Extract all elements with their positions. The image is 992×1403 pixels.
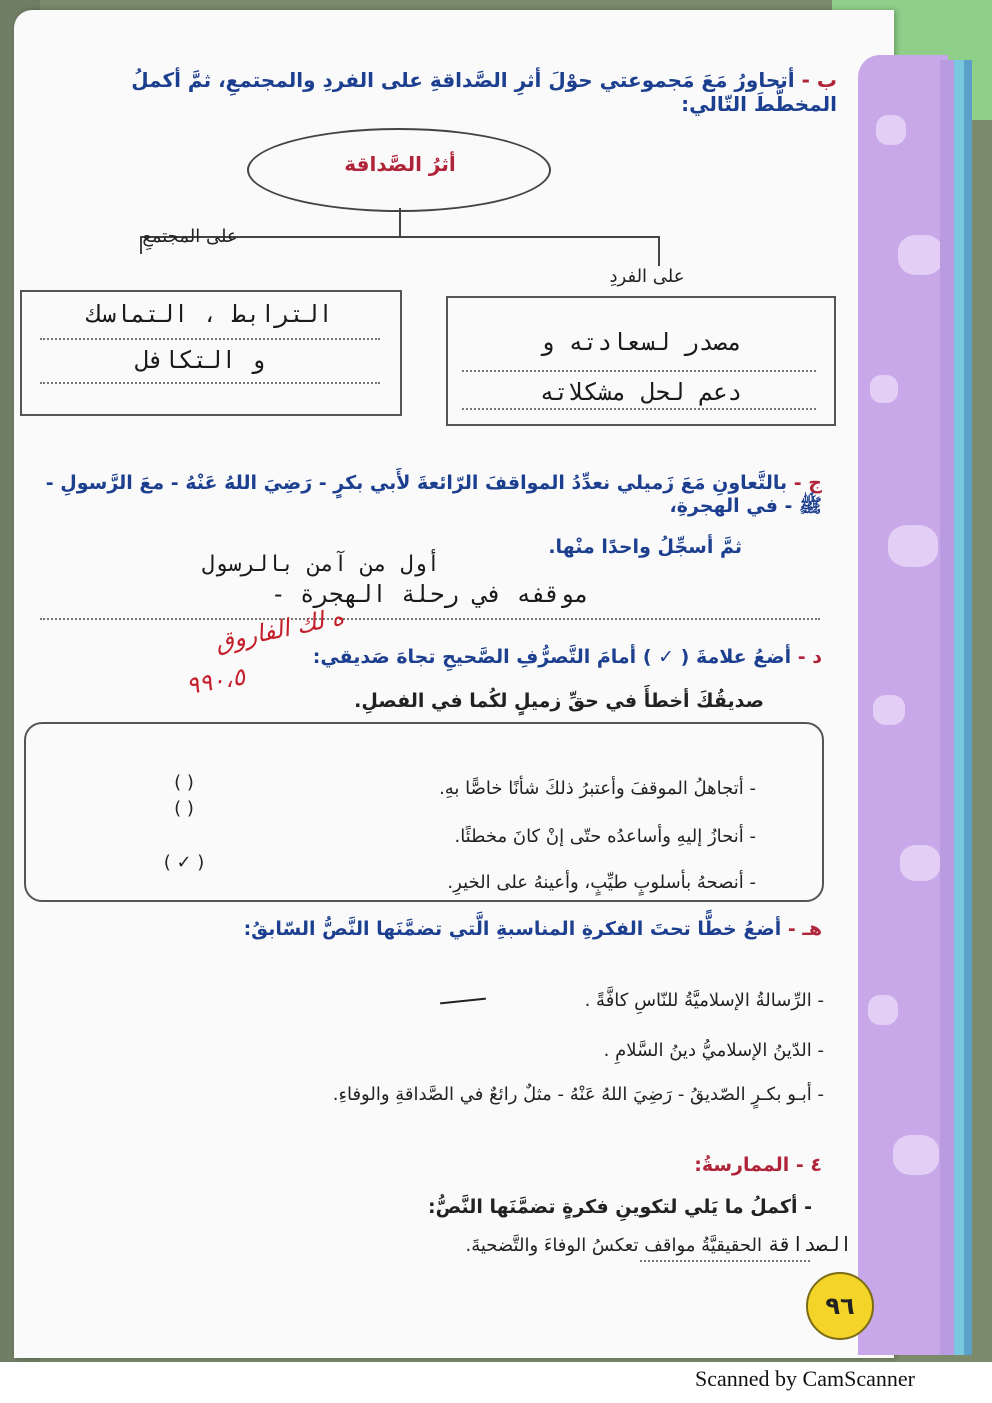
section-b-instruction — [57, 68, 837, 116]
diagram-stem-line — [399, 208, 401, 236]
section-d-scenario: صديقُكَ أخطأَ في حقِّ زميلٍ لكُما في الفصلِ. — [354, 690, 764, 712]
diagram-right-line — [658, 236, 660, 266]
right-box-line-2 — [462, 408, 816, 410]
diagram-left-label: على المجتمعِ — [142, 226, 238, 247]
section-h-prefix: هـ - — [787, 918, 822, 940]
section-4-instruction: - أكملُ ما يَلي لتكوينِ فكرةٍ تضمَّنَها النَّصُّ: — [427, 1196, 812, 1218]
diagram-center-label: أثرُ الصَّداقة — [344, 152, 456, 176]
page-edge-blue — [954, 60, 964, 1355]
section-h-item-2: - الدّينُ الإسلاميُّ دينُ السَّلامِ . — [603, 1040, 824, 1061]
section-d-text: أضعُ علامةَ ( ✓ ) أمامَ التَّصرُّفِ الصَّحيحِ تجاهَ صَديقي: — [312, 646, 792, 668]
purple-side-decoration — [858, 55, 948, 1355]
option-1-text: - أتجاهلُ الموقفَ وأعتبرُ ذلكَ شأنًا خاصًّا بهِ. — [439, 778, 756, 799]
section-4-title-text: الممارسةُ: — [694, 1154, 790, 1176]
left-box-line-1 — [40, 338, 380, 340]
section-4-hand-answer: الصداقة — [767, 1232, 852, 1256]
left-box-answer-1: الترابط ، التماسك — [87, 300, 333, 328]
page-edge-dark-blue — [964, 60, 972, 1355]
red-handwritten-note-1: ه لك الفاروق — [212, 602, 347, 657]
option-3-text: - أنصحهُ بأسلوبٍ طيِّبٍ، وأعينهُ على الخيرِ. — [447, 872, 756, 893]
option-2-mark[interactable]: ( ) — [174, 798, 194, 819]
section-d-instruction — [262, 646, 822, 668]
left-box-answer-2: و التكافل — [134, 346, 266, 374]
page-number: ٩٦ — [806, 1272, 874, 1340]
section-j-text: بالتَّعاونِ مَعَ زَميلي نعدِّدُ المواقفَ الرّائعةَ لأَبي بكرٍ - رَضِيَ اللهُ عَنْهُ - معَ الرَّسولِ - ﷺ - في الهجرةِ، — [45, 472, 822, 517]
page-edge — [940, 60, 954, 1355]
section-d-prefix: د - — [797, 646, 822, 668]
section-j-answer-line — [40, 618, 820, 620]
section-4-sentence — [52, 1232, 852, 1256]
section-b-text: أتحاورُ مَعَ مَجموعتي حوْلَ أثرِ الصَّداقةِ على الفردِ والمجتمعِ، ثمَّ أكملُ المخطَّطَ التّالي: — [131, 68, 837, 116]
section-j-instruction-2: ثمَّ أسجِّلُ واحدًا منْها. — [548, 536, 742, 558]
section-h-item-1: - الرِّسالةُ الإسلاميَّةُ للنّاسِ كافَّةً . — [584, 990, 824, 1011]
section-4-prefix: ٤ - — [795, 1154, 822, 1176]
right-box-answer-1: مصدر لسعادته و — [539, 328, 743, 356]
camscanner-watermark: Scanned by CamScanner — [695, 1366, 915, 1391]
section-4-title — [694, 1154, 822, 1176]
option-3-mark[interactable]: ( ✓ ) — [163, 852, 205, 873]
section-h-instruction — [202, 918, 822, 940]
section-j-prefix: ج - — [793, 472, 822, 494]
left-box-line-2 — [40, 382, 380, 384]
section-h-text: أضعُ خطًّا تحتَ الفكرةِ المناسبةِ الَّتي تضمَّنَها النَّصُّ السّابقُ: — [243, 918, 782, 940]
option-1-mark[interactable]: ( ) — [174, 772, 194, 793]
section-4-sentence-rest: الحقيقيَّةُ مواقف تعكسُ الوفاءَ والتَّضحيةَ. — [465, 1235, 762, 1256]
section-b-prefix: ب - — [801, 68, 837, 92]
diagram-right-label: على الفردِ — [609, 266, 685, 287]
section-j-instruction — [22, 472, 822, 522]
right-box-answer-2: دعم لحل مشكلاته — [539, 378, 743, 406]
section-j-answer-1: أول من آمن بالرسول — [201, 552, 440, 577]
red-handwritten-note-2: ٩٩٠،٥ — [183, 662, 248, 701]
section-j-answer-2: موقفه في رحلة الهجرة - — [271, 580, 589, 608]
diagram-right-box — [446, 296, 836, 426]
right-box-line-1 — [462, 370, 816, 372]
section-h-item-3: - أبـو بكـرٍ الصّديقُ - رَضِيَ اللهُ عَنْهُ - مثلٌ رائعٌ في الصَّداقةِ والوفاءِ. — [332, 1084, 824, 1105]
section-4-blank-line — [640, 1260, 810, 1262]
option-2-text: - أنحازُ إليهِ وأساعدُه حتّى إنْ كانَ مخطئًا. — [454, 826, 756, 847]
